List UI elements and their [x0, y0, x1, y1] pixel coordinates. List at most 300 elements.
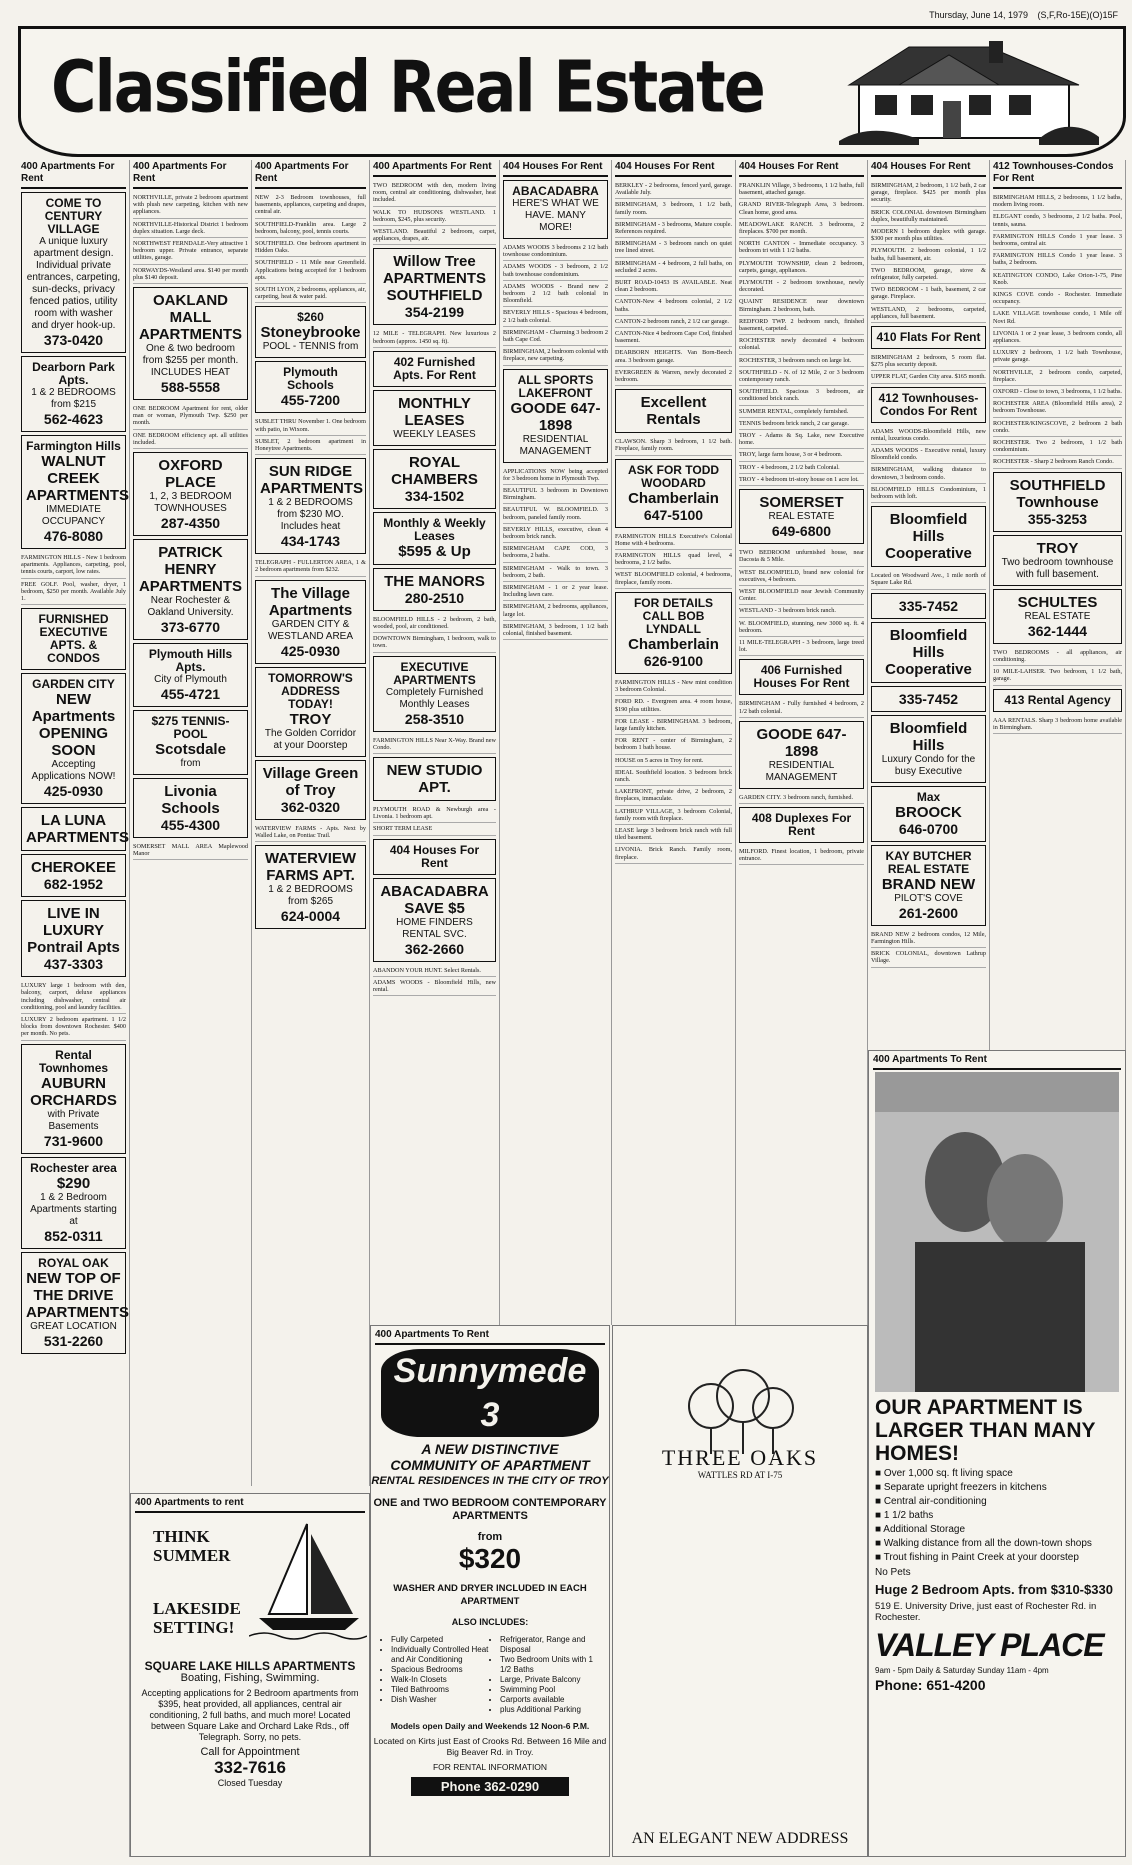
ad-location: WATTLES RD AT I-75 — [697, 1470, 783, 1480]
section-header: 404 Houses For Rent — [871, 160, 986, 177]
ad-nopets: No Pets — [875, 1567, 911, 1578]
feature-item: • Fully Carpeted — [391, 1635, 492, 1645]
ad-also: ALSO INCLUDES: — [451, 1617, 529, 1627]
sunnymede-ad — [370, 1325, 610, 1857]
ad-text: BIRMINGHAM, 2 bedroom colonial with fireplace, new carpeting. — [503, 348, 609, 363]
classified-ad — [739, 430, 864, 449]
classified-ad — [21, 900, 126, 977]
classified-ad — [503, 327, 608, 346]
ad-text: GRAND RIVER-Telegraph Area, 3 bedroom. Clean home, good area. — [739, 201, 864, 216]
ad-text: ROYAL OAK — [38, 1255, 109, 1270]
classified-ad — [993, 328, 1122, 347]
ad-washer: WASHER AND DRYER INCLUDED IN EACH APARTMENT — [393, 1583, 587, 1607]
ad-text: $275 TENNIS-POOL — [151, 714, 230, 742]
ad-text: 1, 2, 3 BEDROOM TOWNHOUSES — [149, 491, 232, 515]
classified-ad — [503, 346, 608, 365]
ad-text: LIVONIA. Brick Ranch. Family room, fireplace. — [615, 846, 732, 861]
classified-ad — [503, 369, 608, 463]
ad-line: LAKESIDE — [153, 1599, 241, 1618]
ad-text: HOME FINDERS RENTAL SVC. — [396, 916, 473, 940]
ad-phone: 373-6770 — [160, 619, 221, 636]
ad-phone: 731-9600 — [43, 1132, 104, 1149]
ad-text: Bloomfield Hills Cooperative — [885, 626, 972, 678]
classified-ad — [373, 839, 496, 875]
ad-text: BIRMINGHAM - Fully furnished 4 bedroom, 2 1/2 bath colonial. — [739, 700, 864, 715]
classified-ad — [871, 593, 986, 619]
classified-ad — [615, 367, 732, 386]
classified-ad — [503, 281, 608, 308]
classified-ad — [255, 823, 366, 842]
ad-text: PLYMOUTH - 2 bedroom townhouse, newly decorated. — [739, 279, 864, 294]
ad-text: BLOOMFIELD HILLS - 2 bedroom, 2 bath, wooded, pool, air conditioned. — [373, 615, 496, 631]
ad-name: THREE OAKS — [661, 1445, 819, 1470]
classified-ad — [21, 1014, 126, 1041]
classified-column — [370, 160, 500, 1325]
ad-text: BROOCK — [895, 803, 962, 821]
classified-ad — [615, 296, 732, 315]
classified-ad — [993, 535, 1122, 586]
ad-text: NORTHVILLE-Historical District 1 bedroom duplex situation. Large deck. — [133, 220, 248, 235]
ad-phone: 334-1502 — [404, 487, 465, 504]
ad-text: SOUTH LYON, 2 bedrooms, appliances, air, carpeting, heat & water paid. — [255, 286, 366, 301]
ad-text: GOODE 647-1898 — [756, 725, 847, 760]
ad-phone: 682-1952 — [43, 876, 104, 893]
classified-ad — [503, 601, 608, 620]
classified-ad — [739, 807, 864, 843]
feature-item: ■ Trout fishing in Paint Creek at your doorstep — [875, 1551, 1119, 1565]
classified-ad — [255, 580, 366, 664]
feature-item: ■ Additional Storage — [875, 1523, 1119, 1537]
ad-text: 1 & 2 BEDROOMS from $215 — [31, 387, 116, 410]
classified-ad — [871, 245, 986, 264]
ad-text: BIRMINGHAM, 2 bedroom, 1 1/2 bath, 2 car garage, fireplace. $425 per month plus security. — [871, 182, 986, 204]
classified-ad — [615, 677, 732, 696]
classified-ad — [255, 845, 366, 929]
classified-ad — [133, 539, 248, 640]
ad-text: 1 & 2 BEDROOMS from $265 — [268, 884, 353, 908]
ad-text: BIRMINGHAM HILLS, 2 bedrooms, 1 1/2 baths, modern living room. — [993, 194, 1122, 209]
ad-text: TROY - 4 bedroom tri-story house on 1 acre lot. — [739, 475, 859, 483]
classified-ad — [373, 449, 496, 509]
ad-text: NORTH CANTON - Immediate occupancy. 3 bedroom tri with 1 1/2 baths. — [739, 240, 864, 255]
ad-text: PILOT'S COVE — [894, 892, 963, 904]
ad-text: AAA RENTALS. Sharp 3 bedroom home available in Birmingham. — [993, 716, 1122, 731]
ad-text: DOWNTOWN Birmingham, 1 bedroom, walk to town. — [373, 635, 496, 650]
ad-text: BLOOMFIELD HILLS Condominium, 1 bedroom with loft. — [871, 485, 986, 501]
feature-item: ■ Walking distance from all the down-town shops — [875, 1537, 1119, 1551]
classified-ad — [255, 257, 366, 284]
ad-text: RESIDENTIAL MANAGEMENT — [519, 433, 592, 457]
ad-text: PLYMOUTH TOWNSHIP, clean 2 bedroom, carpets, garage, appliances. — [739, 259, 864, 274]
ad-text: GARDEN CITY & WESTLAND AREA — [267, 618, 354, 642]
ad-text: GOODE 647-1898 — [510, 399, 601, 434]
ad-text: 10 MILE-LAHSER. Two bedroom, 1 1/2 bath, garage. — [993, 668, 1122, 683]
ad-text: FURNISHED EXECUTIVE APTS. & CONDOS — [38, 612, 109, 666]
classified-ad — [615, 786, 732, 805]
ad-text: Two bedroom townhouse with full basement. — [1001, 556, 1114, 580]
ad-text: LATHRUP VILLAGE, 3 bedroom Colonial, family room with fireplace. — [615, 807, 732, 822]
classified-ad — [21, 552, 126, 579]
ad-text: Plymouth Hills Apts. — [148, 647, 233, 675]
classified-ad — [993, 589, 1122, 644]
ad-text: ROCHESTER AREA (Bloomfield Hills area), 2 bedroom Townhouse. — [993, 400, 1122, 415]
classified-ad — [739, 586, 864, 605]
ad-text: APPLICATIONS NOW being accepted for 3 bedroom home in Plymouth Twp. — [503, 467, 608, 482]
classified-ad — [993, 437, 1122, 456]
ad-text: 406 Furnished Houses For Rent — [753, 663, 850, 691]
classified-column — [252, 160, 370, 1486]
ad-text: ROCHESTER - Sharp 2 bedroom Ranch Condo. — [993, 458, 1114, 466]
classified-ad — [21, 1157, 126, 1249]
feature-item: • Dish Washer — [391, 1695, 492, 1705]
ad-text: NORTHVILLE, private 2 bedroom apartment with plush new carpeting, kitchen with new appliances. — [133, 194, 248, 216]
ad-text: WEEKLY LEASES — [393, 428, 476, 440]
ad-text: FARMINGTON HILLS Near X-Way. Brand new Condo. — [373, 736, 496, 751]
ad-text: SUMMER RENTAL, completely furnished. — [739, 407, 849, 415]
ad-text: FARMINGTON HILLS Condo 1 year lease. 3 baths, 2 bedroom. — [993, 252, 1122, 267]
ad-text: LIVE IN LUXURY Pontrail Apts — [27, 905, 120, 957]
classified-ad — [739, 386, 864, 405]
ad-phone: 332-7616 — [214, 1758, 286, 1777]
classified-ad — [739, 335, 864, 354]
classified-ad — [615, 844, 732, 863]
classified-ad — [739, 637, 864, 656]
ad-text: CANTON-Nice 4 bedroom Cape Cod, finished basement. — [615, 330, 732, 345]
classified-ad — [255, 458, 366, 554]
ad-text: COME TO CENTURY VILLAGE — [44, 196, 103, 236]
ad-text: OXFORD PLACE — [158, 457, 223, 492]
ad-phone: 287-4350 — [160, 515, 221, 532]
classified-ad — [615, 825, 732, 844]
classified-ad — [133, 192, 248, 219]
ad-phone: 531-2260 — [43, 1332, 104, 1349]
ad-text: FOR LEASE - BIRMINGHAM. 3 bedroom, large family kitchen. — [615, 717, 732, 732]
ad-text: WALNUT CREEK APARTMENTS — [26, 453, 130, 504]
ad-text: Rochester area — [30, 1160, 117, 1175]
ad-text: City of Plymouth — [154, 674, 227, 686]
ad-text: Luxury Condo for the busy Executive — [881, 753, 976, 777]
page-code: (S,F,Ro-15E)(O)15F — [1037, 10, 1118, 20]
ad-text: CHEROKEE — [30, 859, 116, 877]
ad-text: WESTLAND - 3 bedroom brick ranch. — [739, 607, 836, 615]
feature-item: • Spacious Bedrooms — [391, 1665, 492, 1675]
ad-from: from — [477, 1531, 503, 1543]
classified-ad — [133, 219, 248, 238]
ad-text: ROYAL CHAMBERS — [391, 453, 478, 488]
ad-text: ASK FOR TODD WOODARD — [627, 462, 720, 490]
ad-text: FARMINGTON HILLS Condo 1 year lease. 3 bedrooms, central air. — [993, 232, 1122, 248]
classified-ad — [871, 284, 986, 303]
ad-text: OXFORD - Close to town, 3 bedrooms, 1 1/2 baths. — [993, 388, 1122, 396]
classified-ad — [615, 316, 732, 328]
ad-text: WALK TO HUDSONS WESTLAND. 1 bedroom, $245, plus security. — [373, 208, 496, 223]
classified-ad — [993, 398, 1122, 417]
ad-text: BIRMINGHAM, 2 bedrooms, appliances, large lot. — [503, 603, 608, 618]
ad-call: Call for Appointment — [200, 1746, 300, 1758]
ad-text: ONE BEDROOM Apartment for rent, older man or woman, Plymouth Twp. $250 per month. — [133, 405, 248, 427]
classified-ad — [373, 656, 496, 732]
ad-text: 402 Furnished Apts. For Rent — [393, 354, 476, 382]
ad-text: NEW Apartments OPENING SOON — [31, 691, 116, 760]
section-header: 404 Houses For Rent — [503, 160, 608, 177]
ad-phone: 588-5558 — [160, 379, 221, 396]
classified-ad — [739, 489, 864, 544]
ad-text: WESTLAND, 2 bedrooms, carpeted, appliances, full basement. — [871, 305, 986, 320]
feature-item: ■ Over 1,000 sq. ft living space — [875, 1467, 1119, 1481]
ad-text: SUBLET, 2 bedroom apartment in Honeytree Apartments. — [255, 437, 366, 453]
ad-text: EVERGREEN & Warren, newly decorated 2 bedroom. — [615, 368, 732, 384]
ad-text: NORTHWEST FERNDALE-Very attractive 1 bedroom upper. Private entrance, separate utilities, garage. — [133, 240, 248, 262]
ad-text: KINGS COVE condo - Rochester. Immediate occupancy. — [993, 291, 1122, 306]
classified-ad — [739, 721, 864, 789]
ad-text: Farmington Hills — [26, 439, 121, 453]
ad-text: FORD RD. - Evergreen area. 4 room house, $190 plus utilities. — [615, 698, 732, 713]
classified-ad — [993, 250, 1122, 269]
ad-text: WEST BLOOMFIELD, brand new colonial for executives, 4 bedroom. — [739, 568, 864, 583]
ad-text: ADAMS WOODS-Bloomfield Hills, new rental, luxurious condo. — [871, 427, 986, 442]
classified-ad — [503, 524, 608, 543]
ad-text: Near Rochester & Oakland University. — [147, 595, 234, 619]
ad-text: BERKLEY - 2 bedrooms, fenced yard, garage. Available July. — [615, 182, 732, 197]
classified-ad — [615, 569, 732, 588]
ad-slogan: AN ELEGANT NEW ADDRESS — [631, 1830, 849, 1847]
ad-text: 12 MILE - TELEGRAPH. New luxurious 2 bedroom (approx. 1450 sq. ft). — [373, 330, 496, 345]
ad-text: TROY — [289, 710, 332, 728]
classified-ad — [993, 689, 1122, 712]
ad-phone: 562-4623 — [43, 411, 104, 427]
ad-text: GARDEN CITY. 3 bedroom ranch, furnished. — [739, 793, 853, 801]
classified-ad — [503, 242, 608, 261]
classified-ad — [993, 308, 1122, 327]
ad-text: BIRMINGHAM 2 bedroom, 5 room flat. $275 plus security deposit. — [871, 354, 986, 369]
classified-ad — [503, 543, 608, 562]
classified-ad — [739, 238, 864, 257]
section-header: 404 Houses For Rent — [739, 160, 864, 177]
ad-text: Max — [916, 789, 941, 804]
classified-ad — [615, 592, 732, 674]
ad-text: NEW STUDIO APT. — [386, 762, 483, 797]
classified-ad — [615, 767, 732, 786]
ad-text: FARMINGTON HILLS Executive's Colonial Home with 4 bedrooms. — [615, 532, 732, 547]
classified-ad — [739, 316, 864, 335]
classified-ad — [739, 258, 864, 277]
ad-phone: 335-7452 — [898, 597, 959, 614]
feature-list — [379, 1635, 601, 1715]
classified-ad — [739, 367, 864, 386]
classified-ad — [615, 459, 732, 528]
ad-phone: 258-3510 — [404, 710, 465, 727]
ad-text: CLAWSON. Sharp 3 bedroom, 1 1/2 bath. Fireplace, family room. — [615, 438, 732, 453]
ad-text: Monthly & Weekly Leases — [383, 515, 486, 543]
ad-text: TWO BEDROOM - 1 bath, basement, 2 car garage. Fireplace. — [871, 286, 986, 301]
classified-ad — [739, 547, 864, 566]
classified-ad — [373, 633, 496, 652]
ad-text: One & two bedroom from $255 per month. INCLUDES HEAT — [142, 343, 239, 379]
ad-text: TROY - Adams & Sq. Lake, new Executive home. — [739, 432, 864, 447]
classified-ad — [21, 854, 126, 897]
feature-item: • Tiled Bathrooms — [391, 1685, 492, 1695]
ad-text: $290 — [56, 1174, 91, 1192]
ad-text: Willow Tree APARTMENTS SOUTHFIELD — [382, 253, 487, 305]
classified-ad — [739, 474, 864, 486]
ad-text: BEAUTIFUL W. BLOOMFIELD. 3 bedroom, paneled family room. — [503, 506, 608, 521]
ad-text: ROCHESTER/KINGSCOVE, 2 bedroom 2 bath condo. — [993, 419, 1122, 434]
ad-text: LEASE large 3 bedroom brick ranch with full tiled basement. — [615, 826, 732, 842]
section-header: 400 Apartments To Rent — [873, 1053, 1121, 1070]
ad-text: with Private Basements — [47, 1108, 100, 1132]
ad-phone: 425-0930 — [280, 642, 341, 659]
classified-ad — [503, 504, 608, 523]
classified-ad — [373, 735, 496, 754]
ad-text: 1 & 2 BEDROOMS from $230 MO. Includes heat — [268, 497, 353, 533]
ad-text: Bloomfield Hills — [889, 719, 968, 754]
classified-ad — [255, 416, 366, 435]
ad-closed: Closed Tuesday — [217, 1778, 283, 1788]
valley-place-ad — [868, 1050, 1126, 1857]
classified-column — [990, 160, 1126, 1050]
ad-phone: 455-7200 — [280, 392, 341, 409]
classified-ad — [871, 304, 986, 323]
classified-ad — [615, 531, 732, 550]
classified-ad — [615, 328, 732, 347]
ad-text: SUBLET THRU November 1. One bedroom with patio, in Wixom. — [255, 418, 366, 433]
section-header: 400 Apartments For Rent — [373, 160, 496, 177]
classified-ad — [739, 296, 864, 315]
classified-ad — [373, 390, 496, 446]
ad-text: 408 Duplexes For Rent — [751, 810, 852, 838]
classified-ad — [21, 579, 126, 606]
ad-text: Village Green of Troy — [262, 764, 359, 799]
ad-text: ABANDON YOUR HUNT. Select Rentals. — [373, 966, 481, 974]
classified-ad — [739, 698, 864, 717]
ad-text: ADAMS WOODS - Bloomfield Hills, new rental. — [373, 978, 496, 994]
ad-text: Stoneybrooke — [260, 324, 361, 342]
ad-phone: 646-0700 — [898, 820, 959, 837]
classified-column — [612, 160, 736, 1325]
ad-text: WEST BLOOMFIELD colonial, 4 bedrooms, fireplace, family room. — [615, 571, 732, 586]
ad-phone: 355-3253 — [1027, 510, 1088, 527]
ad-text: 412 Townhouses-Condos For Rent — [878, 390, 979, 418]
classified-ad — [871, 352, 986, 371]
classified-ad — [739, 618, 864, 637]
ad-text: BRICK COLONIAL downtown Birmingham duplex, beautifully maintained. — [871, 208, 986, 223]
feature-item: ■ Central air-conditioning — [875, 1495, 1119, 1509]
ad-text: ADAMS WOODS - Executive rental, luxury Bloomfield condo. — [871, 447, 986, 462]
ad-text: Located on Woodward Ave., 1 mile north of Square Lake Rd. — [871, 572, 986, 587]
ad-text: The Village Apartments — [268, 584, 353, 619]
section-header: 400 Apartments To Rent — [375, 1328, 605, 1345]
ad-name: SQUARE LAKE HILLS APARTMENTS — [144, 1659, 356, 1673]
classified-ad — [739, 659, 864, 695]
classified-ad — [133, 265, 248, 284]
classified-ad — [255, 667, 366, 757]
classified-ad — [739, 418, 864, 430]
ad-text: ALL SPORTS LAKEFRONT — [517, 372, 594, 400]
classified-ad — [255, 306, 366, 358]
ad-text: TOMORROW'S ADDRESS TODAY! — [268, 670, 353, 711]
ad-text: IDEAL Southfield location. 3 bedroom brick ranch. — [615, 768, 732, 783]
ad-text: TWO BEDROOM with den, modern living room, central air conditioning, dishwasher, heat included. — [373, 182, 496, 204]
classified-ad — [871, 686, 986, 712]
classified-ad — [133, 452, 248, 536]
ad-text: BIRMINGHAM - Walk to town. 3 bedroom, 2 bath. — [503, 564, 608, 579]
ad-text: TROY, large farm house, 3 or 4 bedroom. — [739, 451, 843, 459]
ad-text: GARDEN CITY — [32, 677, 115, 692]
ad-text: REDFORD TWP. 2 bedroom ranch, finished basement, carpeted. — [739, 317, 864, 333]
classified-ad — [255, 219, 366, 238]
masthead — [18, 26, 1126, 157]
ad-text: WATERVIEW FARMS - Apts. Next by Walled Lake, on Pontiac Trail. — [255, 824, 366, 839]
ad-text: BEVERLY HILLS, executive, clean 4 bedroom brick ranch. — [503, 525, 608, 541]
ad-text: BURT ROAD-10453 IS AVAILABLE. Neat clean 2 bedroom. — [615, 279, 732, 294]
ad-text: HERE'S WHAT WE HAVE. MANY MORE! — [512, 198, 599, 233]
classified-ad — [615, 550, 732, 569]
ad-text: SOUTHFIELD. One bedroom apartment in Hidden Oaks. — [255, 240, 366, 255]
ad-text: FARMINGTON HILLS - New 1 bedroom apartments. Appliances, carpeting, pool, tennis courts, carport, low rates. — [21, 554, 126, 576]
ad-subtitle: RENTAL RESIDENCES IN THE CITY OF TROY — [371, 1475, 609, 1487]
ad-text: from — [180, 758, 201, 770]
classified-ad — [373, 757, 496, 801]
classified-ad — [373, 328, 496, 347]
ad-text: TWO BEDROOMS - all appliances, air conditioning. — [993, 648, 1122, 663]
ad-hours: 9am - 5pm Daily & Saturday Sunday 11am - 4pm — [875, 1666, 1049, 1675]
classified-ad — [255, 760, 366, 820]
ad-text: BIRMINGHAM, 3 bedroom, 1 1/2 bath, family room. — [615, 201, 732, 216]
ad-text: FARMINGTON HILLS - New mint condition 3 bedroom Colonial. — [615, 678, 732, 694]
classified-ad — [133, 238, 248, 265]
classified-ad — [615, 716, 732, 735]
ad-text: ABACADABRA — [512, 184, 599, 198]
ad-text: SUN RIDGE APARTMENTS — [260, 463, 364, 498]
classified-ad — [133, 778, 248, 838]
ad-line: SUMMER — [153, 1546, 231, 1565]
classified-ad — [739, 180, 864, 199]
ad-hours: Models open Daily and Weekends 12 Noon-6 P.M. — [390, 1721, 590, 1731]
classified-ad — [615, 258, 732, 277]
ad-text: UPPER FLAT, Garden City area. $165 month. — [871, 373, 986, 381]
classified-ad — [133, 710, 248, 775]
three-oaks-ad — [612, 1325, 868, 1857]
classified-ad — [21, 1252, 130, 1354]
ad-text: TWO BEDROOM unfurnished house, near Dacosta & 5 Mile. — [739, 549, 864, 564]
ad-phone: 373-0420 — [43, 332, 104, 348]
classified-ad — [993, 289, 1122, 308]
ad-text: REAL ESTATE — [768, 511, 835, 523]
ad-text: Completely Furnished Monthly Leases — [385, 686, 484, 710]
ad-phone: 362-0320 — [280, 798, 341, 815]
ad-text: BIRMINGHAM - Charming 3 bedroom 2 bath Cape Cod. — [503, 328, 608, 344]
ad-text: BIRMINGHAM - 3 bedrooms, Mature couple. References required. — [615, 220, 732, 236]
classified-ad — [255, 284, 366, 303]
ad-text: BIRMINGHAM - 3 bedroom ranch on quiet tree lined street. — [615, 240, 732, 255]
ad-line: THINK — [153, 1527, 210, 1546]
ad-text: Plymouth Schools — [283, 365, 338, 393]
ad-location: Located on Kirts just East of Crooks Rd. Between 16 Mile and Big Beaver Rd. in Troy. — [373, 1736, 607, 1757]
classified-ad — [133, 287, 248, 400]
feature-item: ■ 1 1/2 baths — [875, 1509, 1119, 1523]
ad-text: CANTON-New 4 bedroom colonial, 2 1/2 baths. — [615, 298, 732, 313]
classified-ad — [503, 261, 608, 280]
classified-ad — [373, 977, 496, 996]
ad-phone: 362-2660 — [404, 940, 465, 957]
classified-ad — [255, 361, 366, 413]
classified-ad — [373, 804, 496, 823]
ad-text: SOUTHFIELD-Franklin area. Large 2 bedroom, balcony, pool, tennis courts. — [255, 220, 366, 235]
ad-phone: 649-6800 — [771, 523, 832, 540]
classified-ad — [21, 980, 126, 1014]
classified-ad — [503, 307, 608, 326]
classified-ad — [615, 755, 732, 767]
